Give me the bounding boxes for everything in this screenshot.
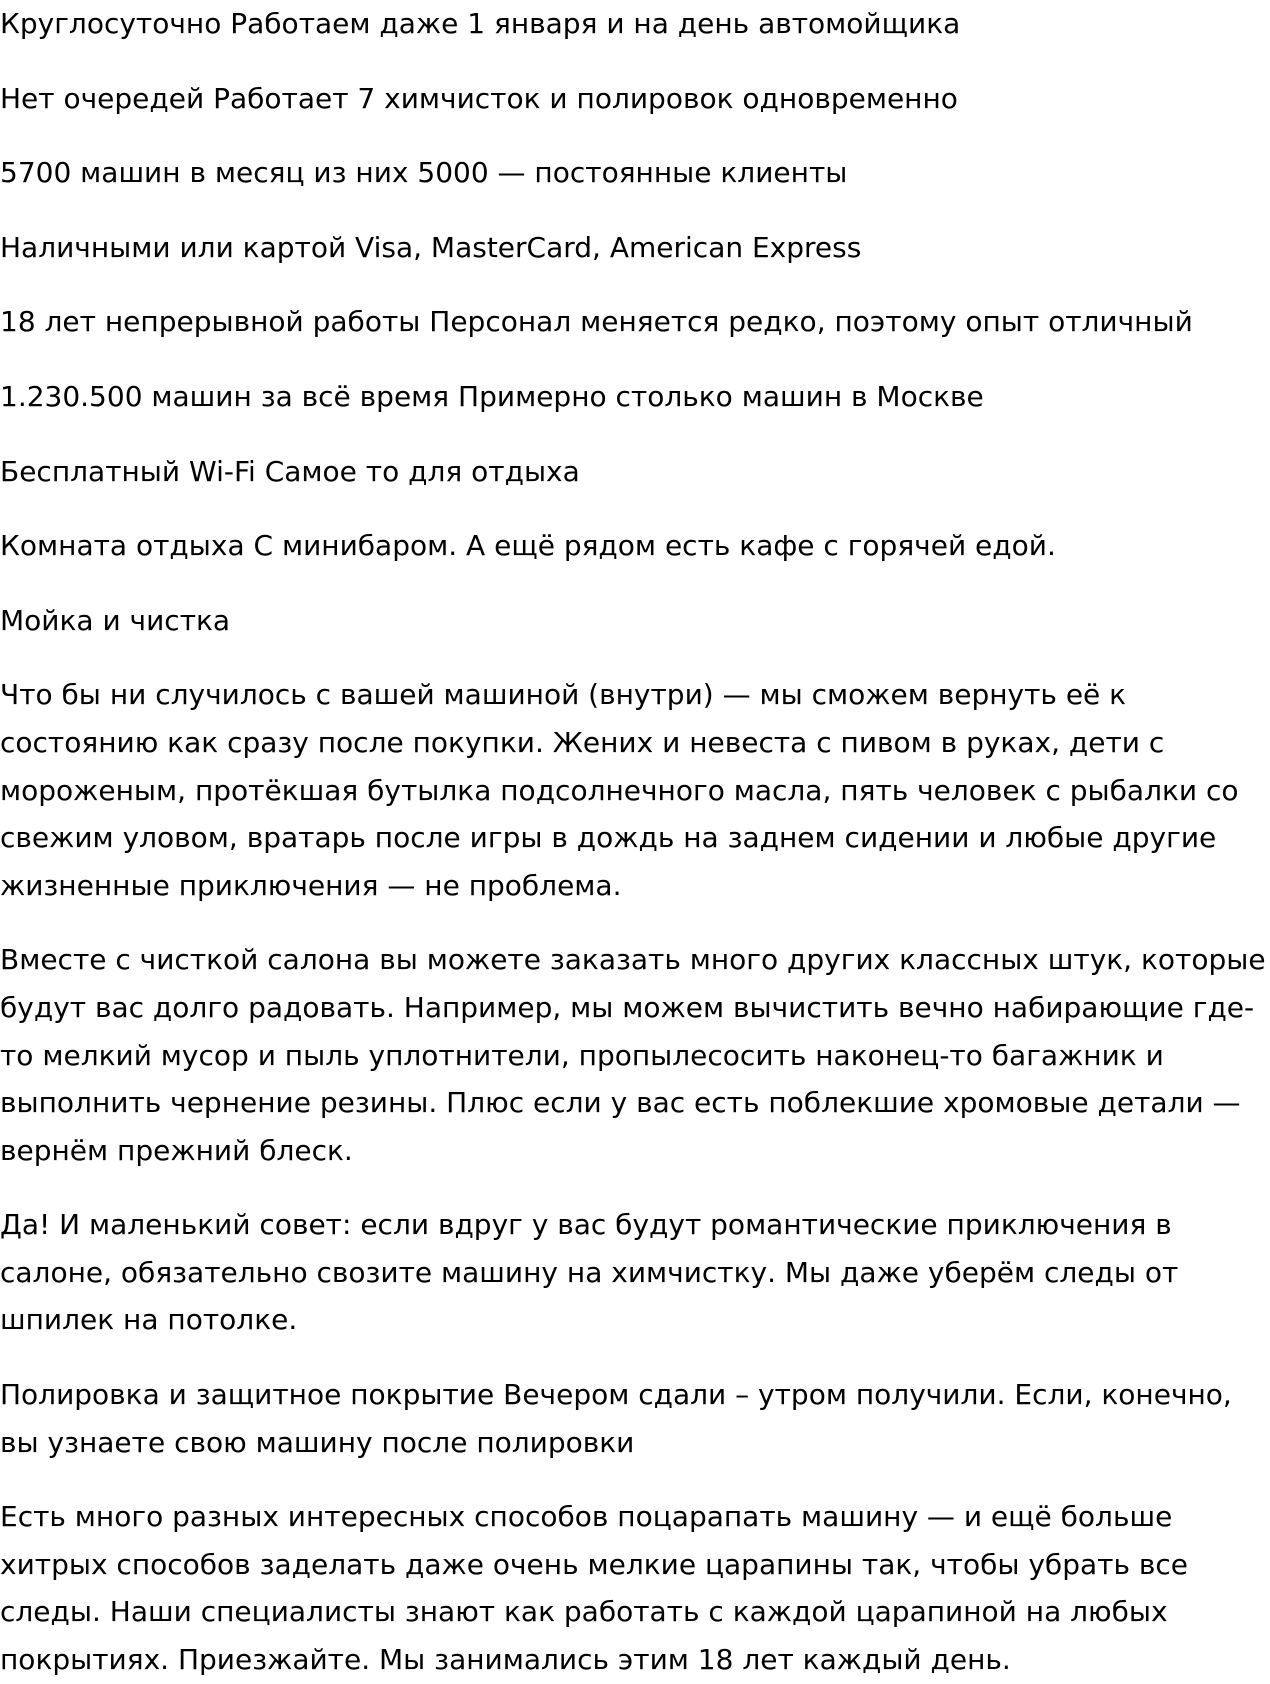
- paragraph-lounge: Комната отдыха С минибаром. А ещё рядом есть кафе с горячей едой.: [0, 529, 1056, 563]
- paragraph-total-cars: 1.230.500 машин за всё время Примерно столько машин в Москве: [0, 379, 984, 413]
- paragraph-hours: Круглосуточно Работаем даже 1 января и на день автомойщика: [0, 7, 961, 40]
- paragraph-no-queues: Нет очередей Работает 7 химчисток и полировок одновременно: [0, 81, 958, 115]
- paragraph-polishing: Полировка и защитное покрытие Вечером сдали – утром получили. Если, конечно, вы узнаете свою машину после полировки: [0, 1378, 1232, 1459]
- paragraph-experience: 18 лет непрерывной работы Персонал меняется редко, поэтому опыт отличный: [0, 305, 1193, 339]
- paragraph-extra-services: Вместе с чисткой салона вы можете заказать много других классных штук, которые будут вас долго радовать. Например, мы можем вычистить вечно набирающие где-то мелкий мусор и пыль уплотнители, пропылесосить наконец-то багажник и выполнить чернение резины. Плюс если у вас есть поблекшие хромовые детали — вернём прежний блеск.: [0, 943, 1266, 1167]
- paragraph-wifi: Бесплатный Wi-Fi Самое то для отдыха: [0, 454, 580, 488]
- paragraph-cars-per-month: 5700 машин в месяц из них 5000 — постоянные клиенты: [0, 156, 848, 190]
- paragraph-scratches: Есть много разных интересных способов поцарапать машину — и ещё больше хитрых способов заделать даже очень мелкие царапины так, чтобы убрать все следы. Наши специалисты знают как работать с каждой царапиной на любых покрытиях. Приезжайте. Мы занимались этим 18 лет каждый день.: [0, 1500, 1188, 1677]
- paragraph-payment-methods: Наличными или картой Visa, MasterCard, American Express: [0, 230, 862, 264]
- paragraph-advice: Да! И маленький совет: если вдруг у вас будут романтические приключения в салоне, обязательно свозите машину на химчистку. Мы даже уберём следы от шпилек на потолке.: [0, 1208, 1179, 1337]
- paragraph-washing-intro: Что бы ни случилось с вашей машиной (внутри) — мы сможем вернуть её к состоянию как сразу после покупки. Жених и невеста с пивом в руках, дети с мороженым, протёкшая бутылка подсолнечного масла, пять человек с рыбалки со свежим уловом, вратарь после игры в дождь на заднем сидении и любые другие жизненные приключения — не проблема.: [0, 678, 1239, 902]
- paragraph-washing-heading: Мойка и чистка: [0, 603, 231, 637]
